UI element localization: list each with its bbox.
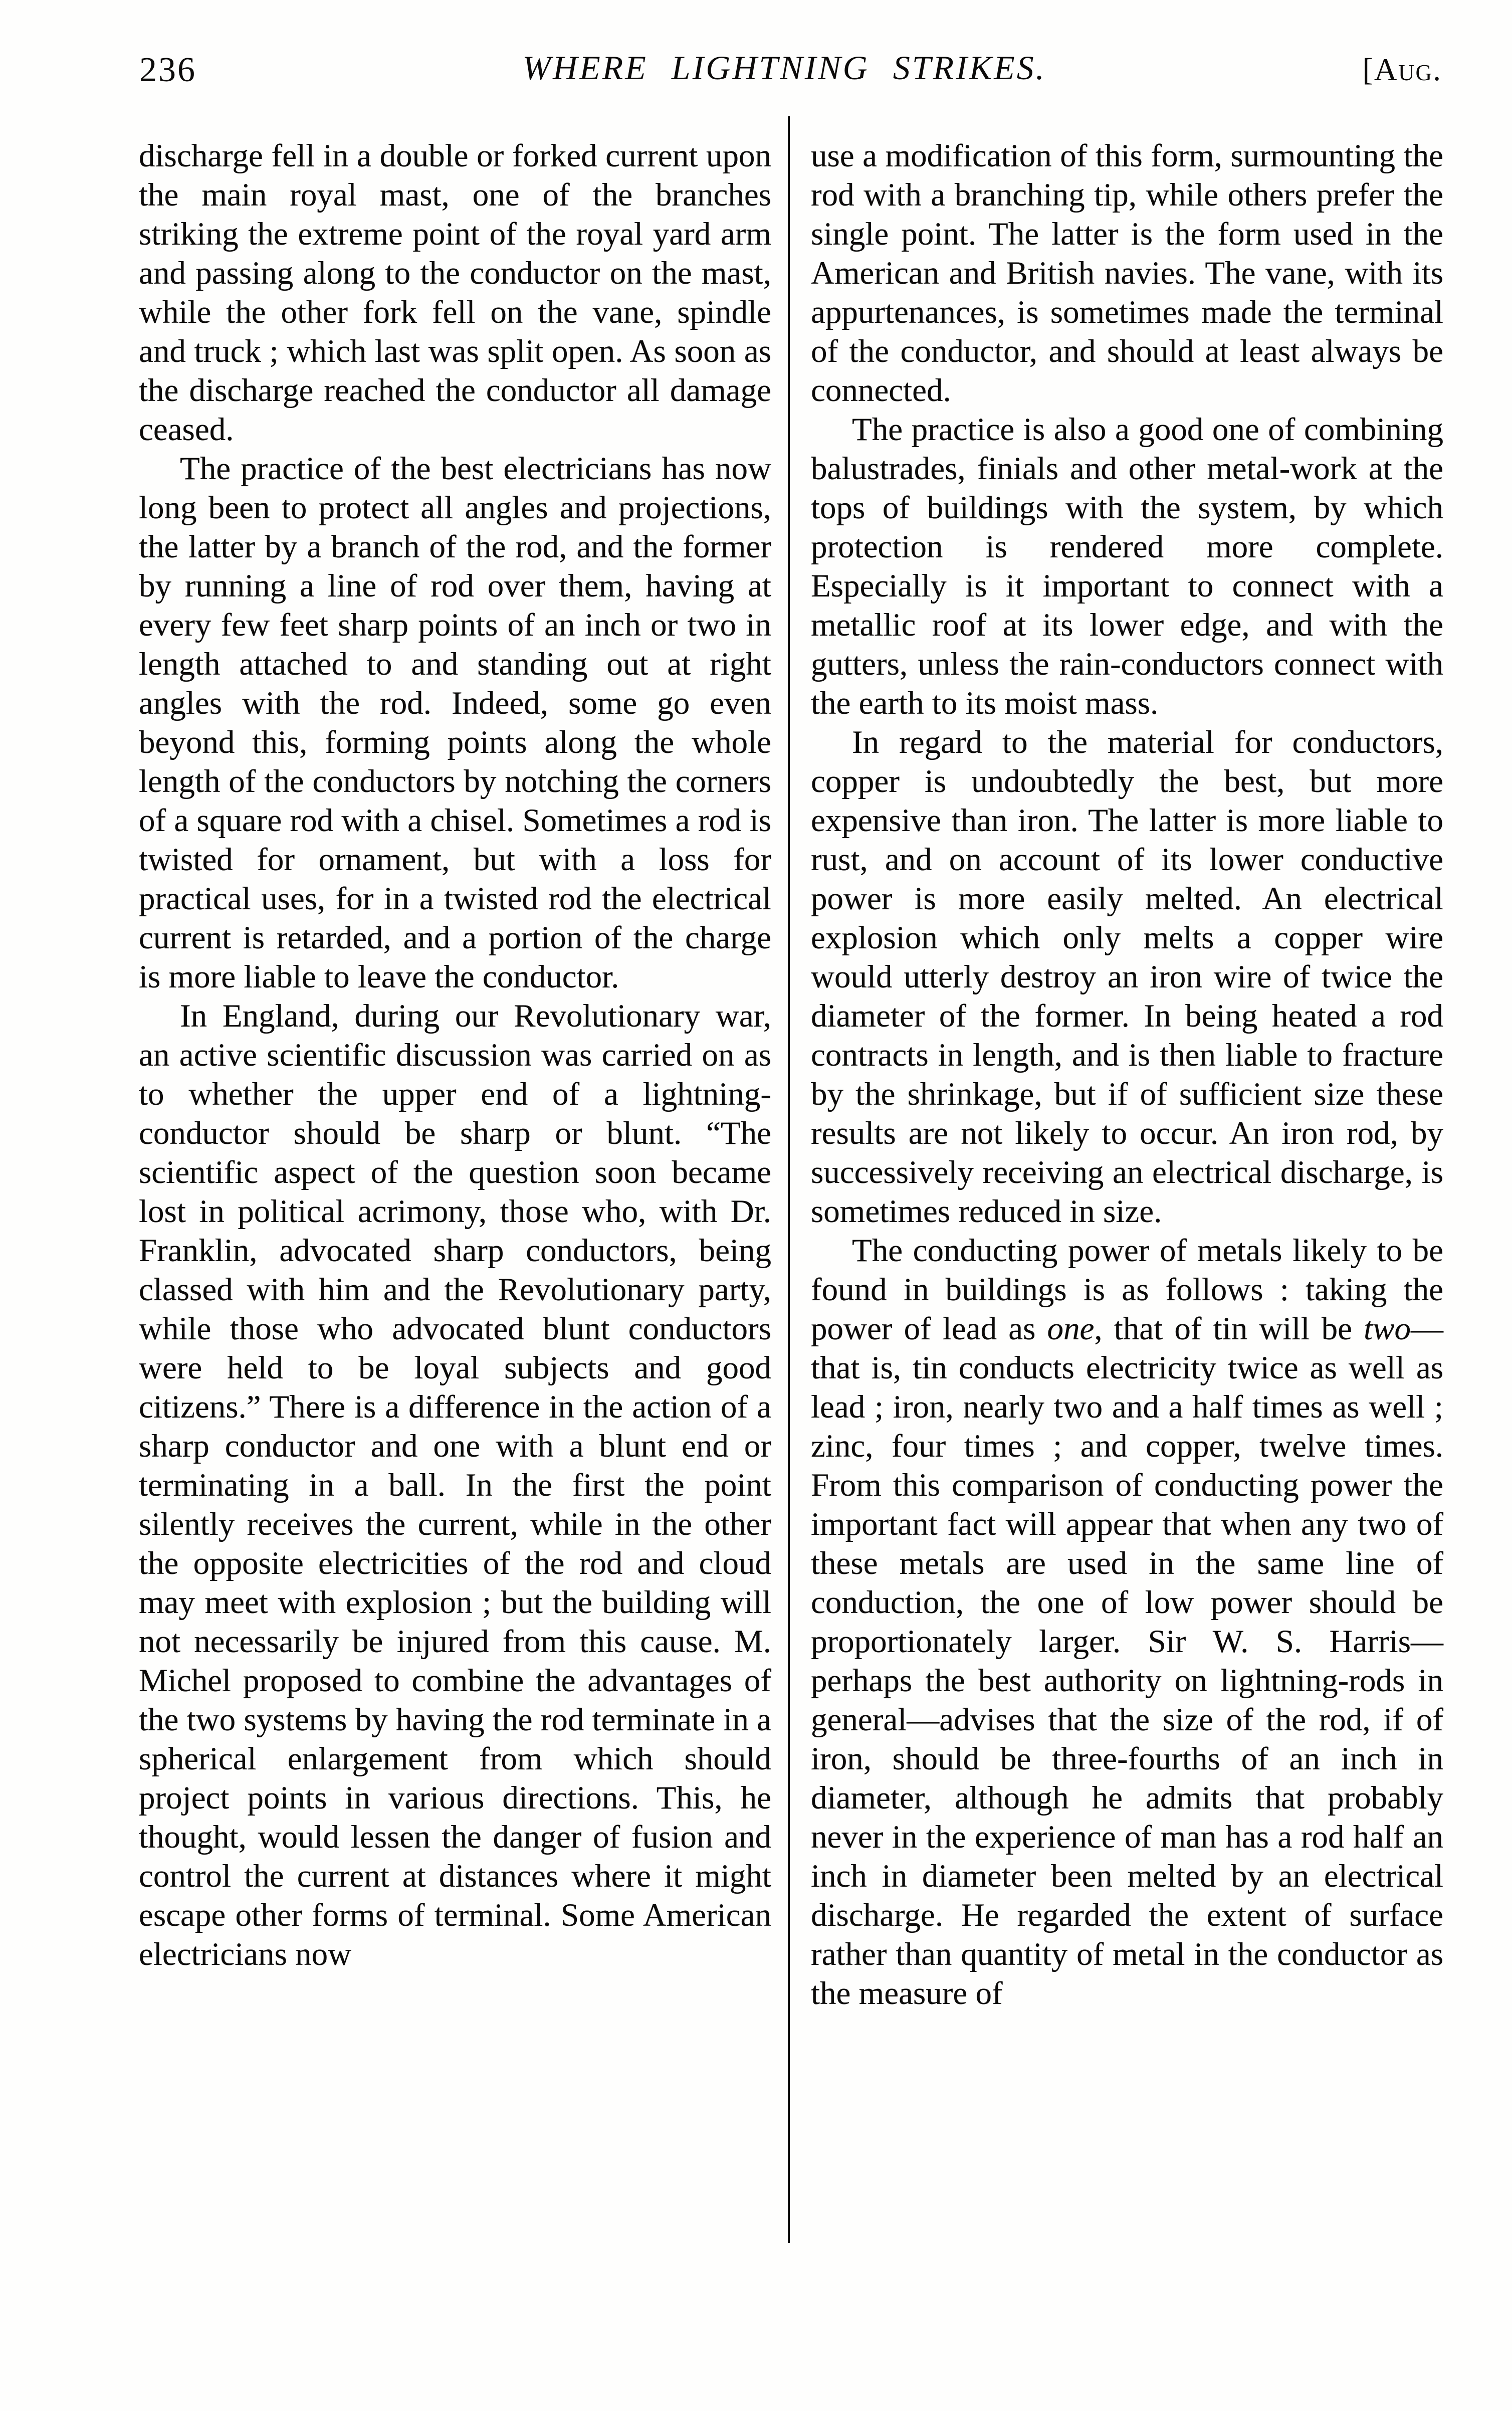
page-number: 236 — [139, 51, 196, 89]
paragraph — [139, 449, 771, 996]
text-run: The practice is also a good one of combining balustrades, finials and other metal-work at the tops of buildings with the system, by which protection is rendered more complete. Especially is it important to connect with a metallic roof at its lower edge, and with the gutters, unless the rain-conductors connect with the earth to its moist mass. — [811, 412, 1443, 721]
paragraph — [811, 136, 1443, 410]
italic-text: one — [1047, 1311, 1095, 1347]
issue-label: [Aug. — [1362, 52, 1442, 87]
right-column — [811, 136, 1443, 2013]
text-run: The practice of the best electricians has now long been to protect all angles and projections, the latter by a branch of the rod, and the former by running a line of rod over them, having at every few feet sharp points of an inch or two in length attached to and standing out at right angles with the rod. Indeed, some go even beyond this, forming points along the whole length of the conductors by notching the corners of a square rod with a chisel. Sometimes a rod is twisted for ornament, but with a loss for practical uses, for in a twisted rod the electrical current is retarded, and a portion of the charge is more liable to leave the conductor. — [139, 451, 771, 995]
text-run: , that of tin will be — [1094, 1311, 1364, 1347]
text-run: discharge fell in a double or forked current upon the main royal mast, one of the branches striking the extreme point of the royal yard arm and passing along to the conductor on the mast, while the other fork fell on the vane, spindle and truck ; which last was split open. As soon as the discharge reached the conductor all damage ceased. — [139, 138, 771, 448]
paragraph — [811, 723, 1443, 1231]
column-divider — [788, 116, 790, 2243]
text-run: In regard to the material for conductors, copper is undoubtedly the best, but more expensive than iron. The latter is more liable to rust, and on account of its lower conductive power is more easily melted. An electrical explosion which only melts a copper wire would utterly destroy an iron wire of twice the diameter of the former. In being heated a rod contracts in length, and is then liable to fracture by the shrinkage, but if of sufficient size these results are not likely to occur. An iron rod, by successively receiving an electrical discharge, is sometimes reduced in size. — [811, 724, 1443, 1230]
paragraph — [139, 136, 771, 449]
left-column — [139, 136, 771, 1974]
paragraph — [811, 1231, 1443, 2013]
italic-text: two — [1364, 1311, 1411, 1347]
text-run: The conducting power of metals likely to be found in buildings is as follows : taking the power of lead as — [811, 1233, 1443, 1347]
paragraph — [139, 996, 771, 1974]
paragraph — [811, 410, 1443, 723]
text-run: —that is, tin conducts electricity twice as well as lead ; iron, nearly two and a half times as well ; zinc, four times ; and copper, twelve times. From this comparison of conducting power the important fact will appear that when any two of these metals are used in the same line of conduction, the one of low power should be proportionately larger. Sir W. S. Harris—perhaps the best authority on lightning-rods in general—advises that the size of the rod, if of iron, should be three-fourths of an inch in diameter, although he admits that probably never in the experience of man has a rod half an inch in diameter been melted by an electrical discharge. He regarded the extent of surface rather than quantity of metal in the conductor as the measure of — [811, 1311, 1443, 2012]
text-run: In England, during our Revolutionary war, an active scientific discussion was carried on as to whether the upper end of a lightning-conductor should be sharp or blunt. “The scientific aspect of the question soon became lost in political acrimony, those who, with Dr. Franklin, advocated sharp conductors, being classed with him and the Revolutionary party, while those who advocated blunt conductors were held to be loyal subjects and good citizens.” There is a difference in the action of a sharp conductor and one with a blunt end or terminating in a ball. In the first the point silently receives the current, while in the other the opposite electricities of the rod and cloud may meet with explosion ; but the building will not necessarily be injured from this cause. M. Michel proposed to combine the advantages of the two systems by having the rod terminate in a spherical enlargement from which should project points in various directions. This, he thought, would lessen the danger of fusion and control the current at distances where it might escape other forms of terminal. Some American electricians now — [139, 998, 771, 1972]
text-run: use a modification of this form, surmounting the rod with a branching tip, while others prefer the single point. The latter is the form used in the American and British navies. The vane, with its appurtenances, is sometimes made the terminal of the conductor, and should at least always be connected. — [811, 138, 1443, 409]
page-title: WHERE LIGHTNING STRIKES. — [522, 49, 1046, 87]
